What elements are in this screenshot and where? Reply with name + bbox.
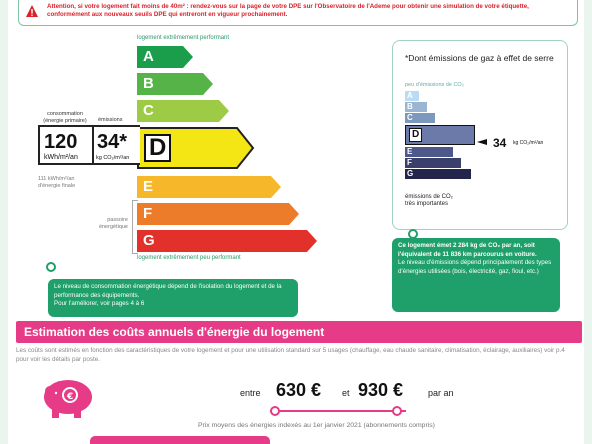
energy-bar-g: G bbox=[137, 230, 317, 252]
co2-box bbox=[392, 40, 568, 230]
emissions-label: émissions bbox=[98, 117, 123, 123]
energy-bar-d-current: D bbox=[137, 127, 255, 169]
co2-bar-g: G bbox=[405, 169, 471, 179]
co2-bar-d-current: D bbox=[405, 125, 475, 145]
co2-unit: kg CO₂/m²/an bbox=[513, 140, 544, 146]
co2-note-box bbox=[392, 238, 560, 312]
co2-bar-e: E bbox=[405, 147, 453, 157]
passive-bracket bbox=[132, 200, 138, 254]
co2-bar-a: A bbox=[405, 91, 419, 101]
cost-footnote: Prix moyens des énergies indexés au 1er janvier 2021 (abonnements compris) bbox=[198, 422, 435, 429]
cost-min-dot bbox=[270, 406, 280, 416]
co2-top-label: peu d'émissions de CO₂ bbox=[405, 82, 464, 88]
consumption-value: 120 bbox=[44, 131, 78, 153]
cost-range-line bbox=[270, 410, 406, 412]
emissions-unit: kg CO₂/m²/an bbox=[96, 155, 130, 161]
cost-max-dot bbox=[392, 406, 402, 416]
energy-note-line1: Le niveau de consommation énergétique dépend de l'isolation du logement et de la performance des équipements. bbox=[54, 283, 282, 299]
co2-bar-c: C bbox=[405, 113, 435, 123]
co2-value: 34 bbox=[493, 136, 507, 150]
final-energy-note: 111 kWh/m²/an d'énergie finale bbox=[38, 176, 76, 189]
next-section-tab bbox=[90, 436, 270, 444]
dpe-page bbox=[8, 0, 584, 444]
passive-label: passoire énergétique bbox=[98, 217, 128, 230]
co2-note-line1: Ce logement émet 2 284 kg de CO₂ par an, soit l'équivalent de 11 836 km parcourus en voiture. bbox=[398, 242, 537, 258]
between-label: entre bbox=[240, 388, 261, 398]
energy-bar-c: C bbox=[137, 100, 229, 122]
co2-bar-f: F bbox=[405, 158, 461, 168]
consumption-separator bbox=[92, 127, 94, 163]
warning-text: Attention, si votre logement fait moins de 40m² : rendez-vous sur la page de votre DPE sur l'Observatoire de l'Ademe pour obtenir une simulation de votre étiquette, conformément aux nouveaux seuils DPE qui entreront en vigueur prochainement. bbox=[47, 3, 529, 18]
emissions-value: 34* bbox=[97, 131, 128, 153]
consumption-unit: kWh/m²/an bbox=[44, 154, 78, 161]
cost-min: 630 € bbox=[276, 380, 322, 400]
and-label: et bbox=[342, 388, 350, 398]
energy-top-label: logement extrêmement performant bbox=[137, 35, 230, 41]
energy-note-box bbox=[48, 279, 298, 317]
co2-bar-b: B bbox=[405, 102, 427, 112]
co2-pointer-arrow bbox=[477, 139, 491, 145]
warning-icon bbox=[25, 4, 39, 18]
svg-text:€: € bbox=[67, 392, 74, 402]
energy-bar-b: B bbox=[137, 73, 213, 95]
co2-note-line2: Le niveau d'émissions dépend principalement des types d'énergies utilisées (bois, électricité, gaz, fioul, etc.) bbox=[398, 259, 552, 275]
per-year-label: par an bbox=[428, 388, 454, 398]
cost-max: 930 € bbox=[358, 380, 404, 400]
energy-note-dot bbox=[46, 262, 56, 272]
costs-description: Les coûts sont estimés en fonction des caractéristiques de votre logement et pour une utilisation standard sur 5 usages (chauffage, eau chaude sanitaire, climatisation, éclairage, auxiliaires) voir p.4 pour voir les détails par poste. bbox=[16, 347, 565, 363]
energy-bar-e: E bbox=[137, 176, 281, 198]
co2-bottom-label: émissions de CO₂ très importantes bbox=[405, 194, 454, 207]
consumption-label: consommation (énergie primaire) bbox=[43, 111, 87, 124]
energy-note-line2: Pour l'améliorer, voir pages 4 à 6 bbox=[54, 300, 145, 307]
energy-bar-f: F bbox=[137, 203, 299, 225]
energy-bottom-label: logement extrêmement peu performant bbox=[137, 255, 241, 261]
co2-title: *Dont émissions de gaz à effet de serre bbox=[405, 53, 554, 63]
costs-title: Estimation des coûts annuels d'énergie du logement bbox=[16, 321, 582, 343]
energy-bar-a: A bbox=[137, 46, 193, 68]
warning-banner bbox=[18, 0, 578, 26]
piggy-bank-icon bbox=[38, 373, 98, 419]
